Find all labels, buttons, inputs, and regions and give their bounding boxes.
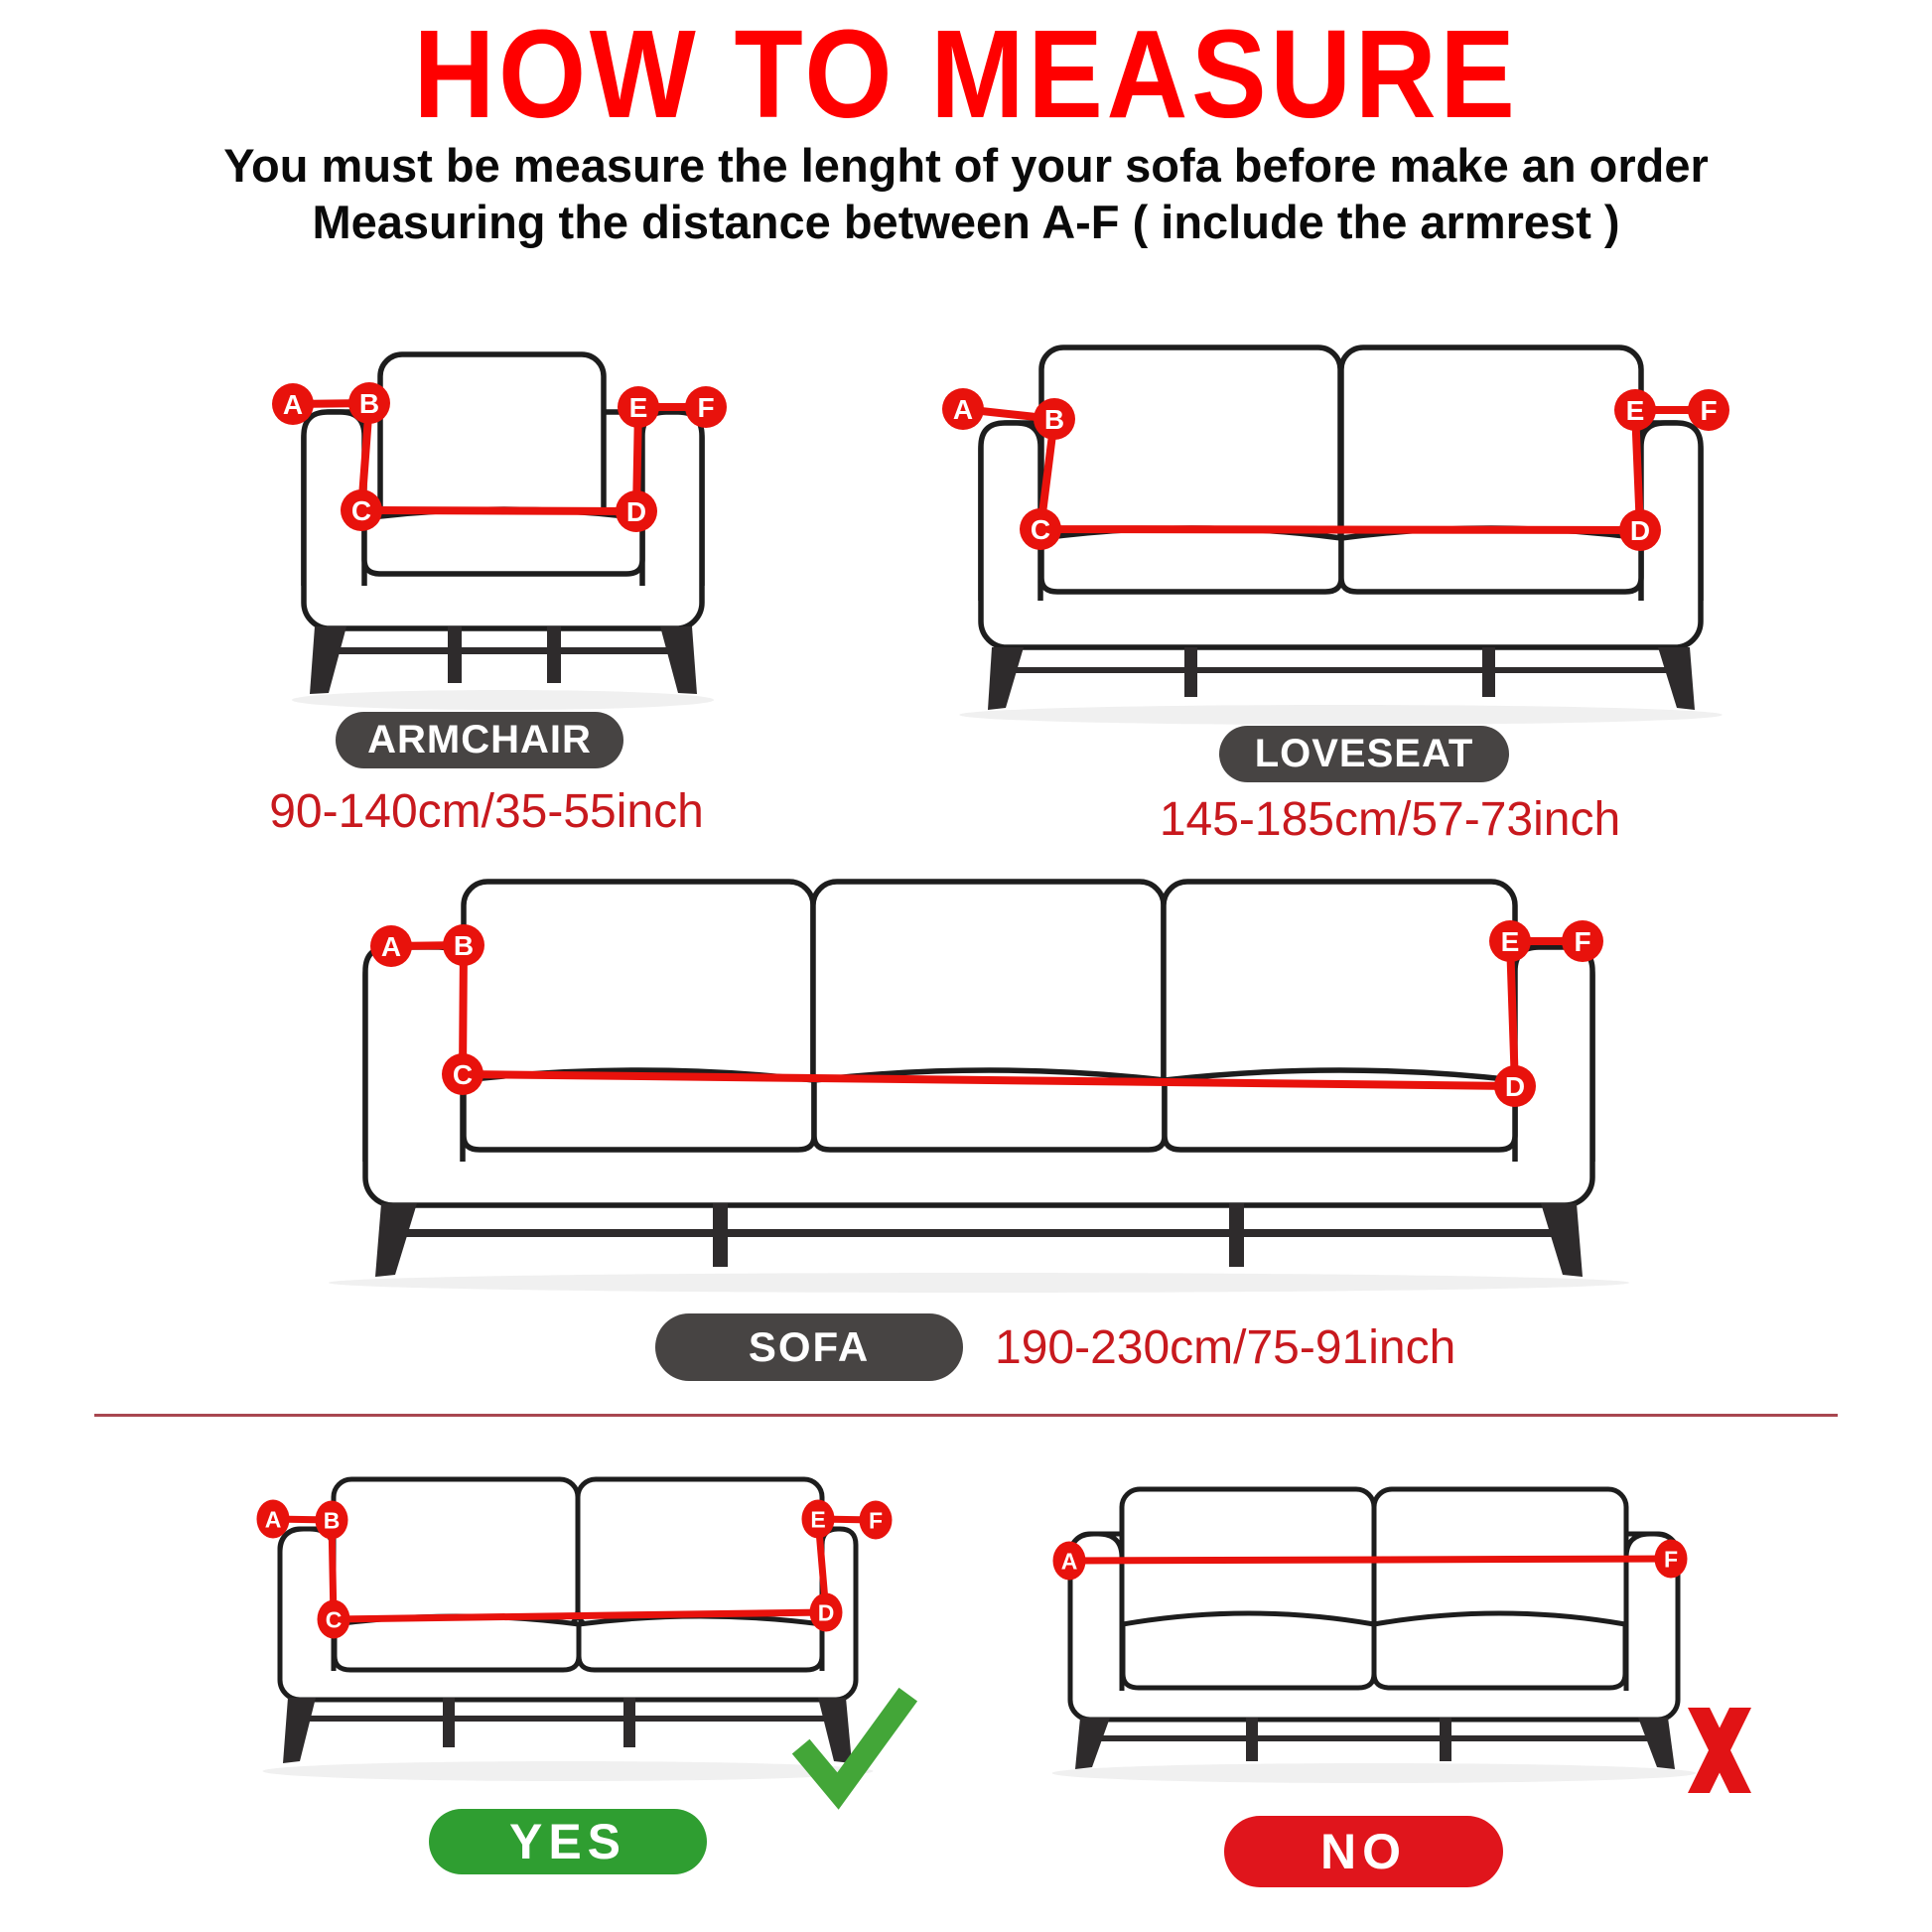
marker-letter-a: A	[380, 931, 402, 963]
marker-letter-f: F	[697, 392, 715, 424]
loveseat-label: LOVESEAT	[1254, 732, 1474, 775]
marker-letter-c: C	[452, 1059, 474, 1091]
loveseat-figure	[938, 328, 1742, 723]
floor-shadow	[263, 1761, 874, 1781]
loveseat-size-text: 145-185cm/57-73inch	[1159, 793, 1621, 846]
marker-letter-f: F	[1663, 1546, 1679, 1573]
marker-letter-a: A	[1060, 1548, 1078, 1575]
section-divider	[94, 1414, 1838, 1417]
marker-letter-a: A	[282, 389, 304, 421]
wrong_example-figure	[1023, 1467, 1817, 1815]
marker-letter-d: D	[817, 1599, 835, 1626]
marker-letter-d: D	[625, 496, 647, 528]
floor-shadow	[329, 1273, 1629, 1293]
subtitle-line-2: Measuring the distance between A-F ( include the armrest )	[312, 196, 1620, 248]
marker-letter-b: B	[323, 1507, 341, 1534]
measure-line	[1069, 1559, 1671, 1561]
marker-letter-e: E	[628, 392, 648, 424]
floor-shadow	[292, 690, 714, 710]
subtitle-line-1: You must be measure the lenght of your sofa before make an order	[223, 139, 1709, 192]
floor-shadow	[1052, 1763, 1697, 1783]
marker-letter-f: F	[1700, 395, 1718, 427]
sofa-label: SOFA	[748, 1323, 871, 1370]
marker-letter-b: B	[358, 388, 380, 420]
correct_example-figure	[159, 1467, 933, 1815]
armchair-label-pill	[336, 712, 623, 768]
marker-letter-f: F	[868, 1507, 884, 1534]
marker-letter-f: F	[1574, 926, 1591, 958]
no-badge	[1224, 1816, 1503, 1887]
marker-letter-a: A	[952, 394, 974, 426]
page-title: HOW TO MEASURE	[413, 4, 1519, 144]
marker-letter-b: B	[1043, 404, 1065, 436]
marker-letter-b: B	[453, 930, 475, 962]
floor-shadow	[959, 705, 1723, 725]
sofa-label-pill	[655, 1313, 963, 1381]
marker-letter-c: C	[1030, 514, 1051, 546]
yes-badge-label: YES	[508, 1814, 627, 1869]
marker-letter-c: C	[350, 495, 372, 527]
armchair-label: ARMCHAIR	[367, 718, 592, 761]
correct_example-sofa-drawing	[263, 1479, 874, 1781]
loveseat-sofa-drawing	[959, 347, 1723, 725]
armchair-size-text: 90-140cm/35-55inch	[269, 785, 704, 838]
marker-letter-c: C	[325, 1606, 343, 1633]
marker-letter-e: E	[1625, 395, 1645, 427]
marker-letter-d: D	[1629, 515, 1651, 547]
marker-letter-d: D	[1504, 1071, 1526, 1103]
sofa-size-text: 190-230cm/75-91inch	[995, 1321, 1456, 1374]
armchair-figure	[253, 318, 750, 715]
x-icon	[1688, 1708, 1751, 1793]
marker-letter-e: E	[1500, 926, 1520, 958]
wrong_example-sofa-drawing	[1052, 1489, 1697, 1783]
marker-letter-e: E	[810, 1506, 826, 1533]
sofa-figure	[288, 872, 1658, 1299]
no-badge-label: NO	[1320, 1824, 1407, 1879]
loveseat-label-pill	[1219, 726, 1509, 782]
marker-letter-a: A	[264, 1506, 282, 1533]
yes-badge	[429, 1809, 707, 1874]
